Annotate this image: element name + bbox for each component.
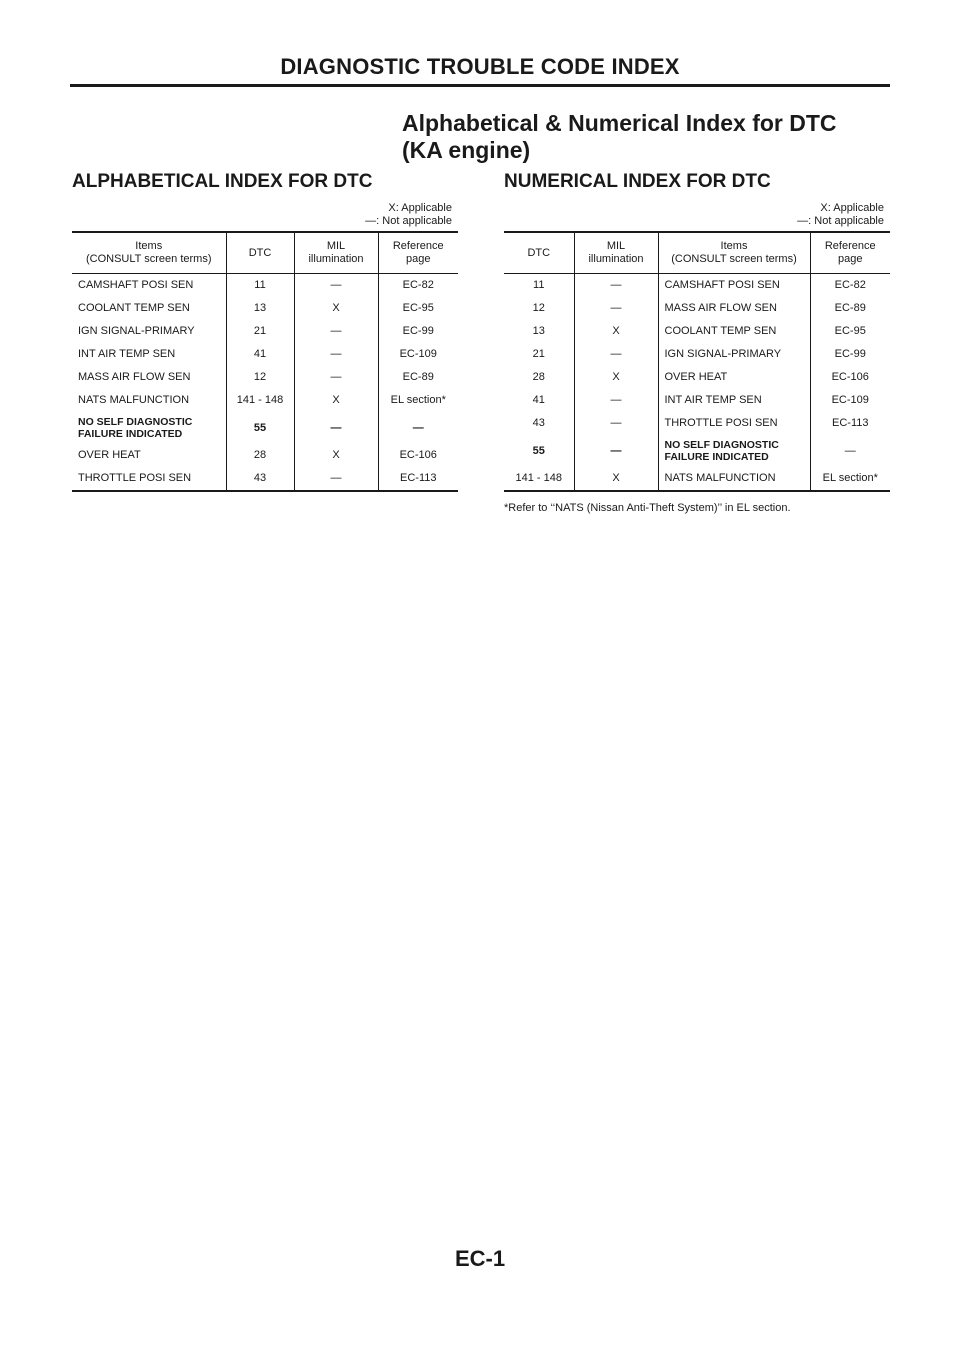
cell-dtc: 41	[532, 394, 545, 406]
table-row	[504, 435, 890, 467]
cell-mil: X	[294, 297, 378, 320]
cell-item: COOLANT TEMP SEN	[78, 302, 190, 314]
cell-dtc: 13	[226, 297, 294, 320]
cell-mil: —	[294, 366, 378, 389]
column-header-reference: Reference page	[378, 232, 458, 274]
table-row	[72, 412, 458, 444]
cell-dtc: 141 - 148	[226, 389, 294, 412]
table-row	[72, 274, 458, 298]
table-header-row	[72, 232, 458, 274]
cell-dtc: 11	[533, 279, 545, 291]
table-row	[504, 467, 890, 491]
cell-mil: —	[574, 343, 658, 366]
cell-reference: EC-109	[810, 389, 890, 412]
table-row	[72, 389, 458, 412]
page-heading	[402, 110, 837, 164]
alphabetical-index-table	[72, 231, 458, 492]
cell-dtc: 12	[226, 366, 294, 389]
table-row	[72, 320, 458, 343]
cell-item: THROTTLE POSI SEN	[78, 472, 192, 484]
table-row	[504, 297, 890, 320]
cell-item: CAMSHAFT POSI SEN	[658, 274, 810, 298]
alphabetical-index-section	[72, 172, 458, 492]
cell-mil: X	[574, 320, 658, 343]
cell-dtc: 12	[532, 302, 545, 314]
cell-mil: X	[294, 444, 378, 467]
cell-reference: EC-113	[378, 467, 458, 491]
cell-reference: EC-89	[810, 297, 890, 320]
numerical-index-section	[504, 172, 890, 514]
table-row	[72, 366, 458, 389]
cell-item: NO SELF DIAGNOSTIC FAILURE INDICATED	[78, 416, 193, 440]
cell-item: MASS AIR FLOW SEN	[658, 297, 810, 320]
cell-reference: EC-109	[378, 343, 458, 366]
cell-reference: EC-99	[810, 343, 890, 366]
cell-mil: —	[574, 412, 658, 435]
cell-dtc: 21	[226, 320, 294, 343]
cell-mil: —	[574, 274, 658, 298]
cell-dtc: 43	[226, 467, 294, 491]
cell-reference: EC-95	[810, 320, 890, 343]
cell-mil: X	[574, 467, 658, 491]
cell-dtc: 28	[226, 444, 294, 467]
cell-item: INT AIR TEMP SEN	[78, 348, 176, 360]
cell-mil: —	[294, 320, 378, 343]
cell-reference: EL section*	[810, 467, 890, 491]
table-row	[504, 320, 890, 343]
cell-item: NATS MALFUNCTION	[78, 394, 190, 406]
table-row	[504, 343, 890, 366]
cell-item: NATS MALFUNCTION	[658, 467, 810, 491]
cell-dtc: 13	[532, 325, 545, 337]
page-heading-line2: (KA engine)	[402, 137, 531, 163]
cell-reference: —	[810, 435, 890, 467]
column-header-mil: MIL illumination	[294, 232, 378, 274]
cell-reference: EC-95	[378, 297, 458, 320]
cell-dtc: 21	[532, 348, 545, 360]
column-header-items: Items (CONSULT screen terms)	[72, 232, 226, 274]
cell-item: CAMSHAFT POSI SEN	[78, 279, 194, 291]
cell-mil: —	[574, 297, 658, 320]
numerical-index-title: NUMERICAL INDEX FOR DTC	[504, 171, 771, 192]
cell-dtc: 11	[226, 274, 294, 298]
cell-mil: —	[574, 435, 658, 467]
cell-reference: EC-82	[378, 274, 458, 298]
table-row	[504, 274, 890, 298]
cell-mil: —	[294, 343, 378, 366]
alphabetical-legend	[72, 202, 458, 228]
page-number: EC-1	[454, 1246, 506, 1271]
cell-item: NO SELF DIAGNOSTIC FAILURE INDICATED	[658, 435, 810, 467]
cell-mil: X	[294, 389, 378, 412]
cell-dtc: 55	[226, 412, 294, 444]
column-header-mil: MIL illumination	[574, 232, 658, 274]
cell-reference: EC-82	[810, 274, 890, 298]
cell-dtc: 41	[226, 343, 294, 366]
table-header-row	[504, 232, 890, 274]
cell-dtc: 55	[532, 444, 545, 457]
cell-mil: X	[574, 366, 658, 389]
legend-applicable: X: Applicable	[388, 202, 452, 214]
alphabetical-index-title: ALPHABETICAL INDEX FOR DTC	[72, 171, 373, 192]
table-row	[72, 444, 458, 467]
column-header-reference: Reference page	[810, 232, 890, 274]
footnote: *Refer to ‘‘NATS (Nissan Anti-Theft System)’’ in EL section.	[504, 502, 791, 514]
cell-item: IGN SIGNAL-PRIMARY	[78, 325, 195, 337]
cell-mil: —	[294, 467, 378, 491]
cell-mil: —	[294, 274, 378, 298]
column-header-dtc: DTC	[226, 232, 294, 274]
page-heading-line1: Alphabetical & Numerical Index for DTC	[402, 110, 837, 136]
table-row	[72, 343, 458, 366]
table-row	[504, 412, 890, 435]
cell-item: IGN SIGNAL-PRIMARY	[658, 343, 810, 366]
cell-item: MASS AIR FLOW SEN	[78, 371, 191, 383]
column-header-items: Items (CONSULT screen terms)	[658, 232, 810, 274]
table-row	[72, 467, 458, 491]
cell-reference: EC-106	[378, 444, 458, 467]
header-rule	[70, 84, 890, 87]
header-title: DIAGNOSTIC TROUBLE CODE INDEX	[280, 54, 680, 79]
table-row	[504, 366, 890, 389]
cell-item: COOLANT TEMP SEN	[658, 320, 810, 343]
table-row	[504, 389, 890, 412]
cell-dtc: 28	[532, 371, 545, 383]
column-header-dtc: DTC	[504, 232, 574, 274]
cell-mil: —	[294, 412, 378, 444]
cell-dtc: 43	[532, 417, 545, 429]
cell-reference: EC-113	[810, 412, 890, 435]
cell-reference: EL section*	[378, 389, 458, 412]
cell-item: OVER HEAT	[78, 449, 141, 461]
cell-reference: EC-106	[810, 366, 890, 389]
numerical-index-table	[504, 231, 890, 492]
legend-applicable: X: Applicable	[820, 202, 884, 214]
cell-item: THROTTLE POSI SEN	[658, 412, 810, 435]
legend-not-applicable: —: Not applicable	[365, 215, 452, 227]
cell-mil: —	[574, 389, 658, 412]
cell-reference: EC-99	[378, 320, 458, 343]
cell-item: INT AIR TEMP SEN	[658, 389, 810, 412]
cell-item: OVER HEAT	[658, 366, 810, 389]
cell-reference: —	[378, 412, 458, 444]
legend-not-applicable: —: Not applicable	[797, 215, 884, 227]
cell-reference: EC-89	[378, 366, 458, 389]
numerical-legend	[504, 202, 890, 228]
table-row	[72, 297, 458, 320]
cell-dtc: 141 - 148	[515, 472, 562, 484]
